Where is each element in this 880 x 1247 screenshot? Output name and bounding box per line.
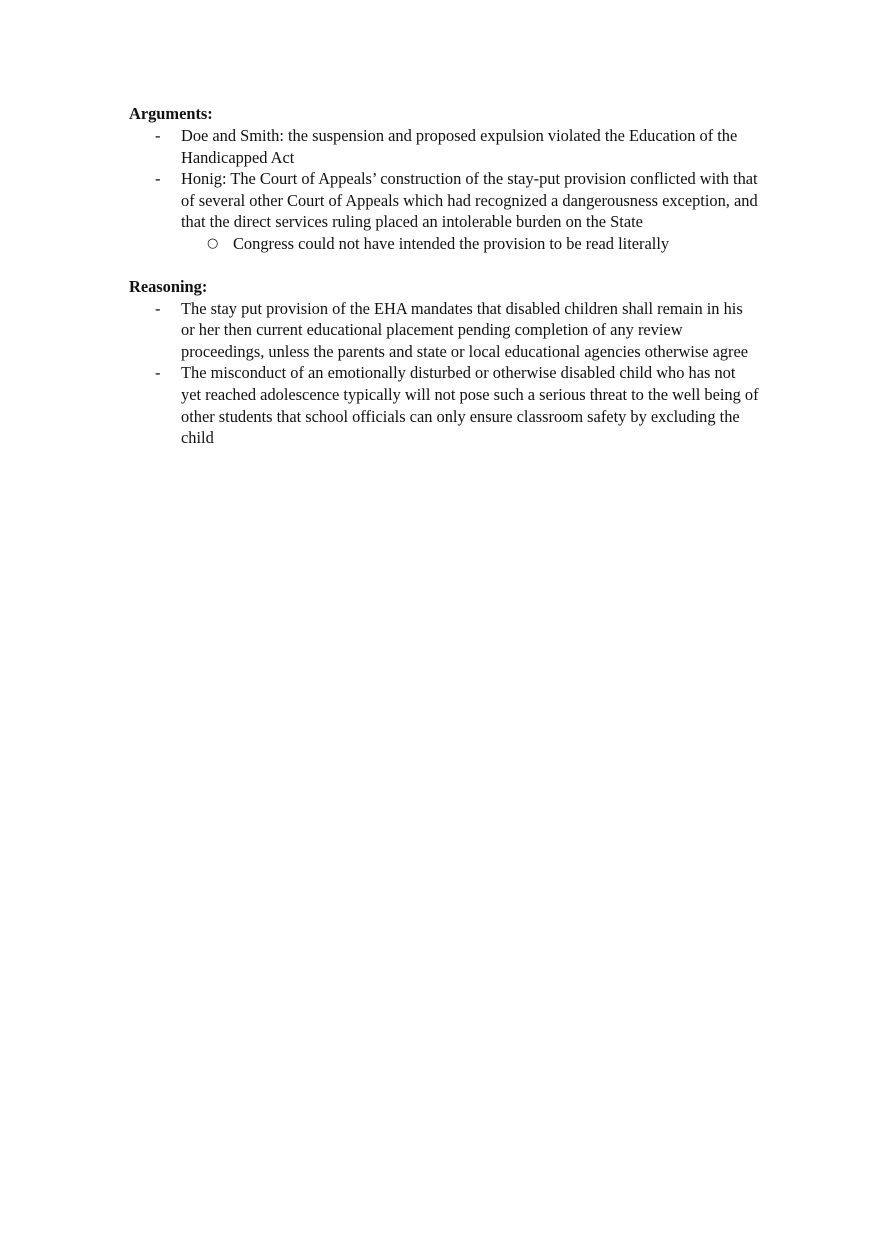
dash-bullet-icon: - — [155, 126, 161, 145]
arguments-heading: Arguments: — [129, 104, 213, 123]
circle-bullet-icon: ○ — [207, 235, 219, 251]
reasoning-list — [129, 298, 759, 449]
arguments-section — [129, 103, 759, 255]
list-item — [129, 298, 759, 363]
list-item — [129, 168, 759, 254]
dash-bullet-icon: - — [155, 363, 161, 383]
reasoning-section — [129, 276, 759, 449]
sub-argument-text: Congress could not have intended the provision to be read literally — [233, 233, 670, 253]
reasoning-heading: Reasoning: — [129, 276, 208, 296]
reasoning-text: The stay put provision of the EHA mandates that disabled children shall remain in his or her then current educational placement pending completion of any review proceedings, unless the parents and state or local educational agencies otherwise agree — [181, 298, 749, 361]
argument-text: Honig: The Court of Appeals’ construction of the stay-put provision conflicted with that of several other Court of Appeals which had recognized a dangerousness exception, and that the direct services ruling placed an intolerable burden on the State — [181, 169, 758, 232]
argument-sublist — [181, 233, 759, 255]
arguments-list — [129, 125, 759, 255]
list-item — [181, 233, 759, 255]
list-item — [129, 125, 759, 168]
document-body — [129, 103, 759, 449]
reasoning-text: The misconduct of an emotionally disturbed or otherwise disabled child who has not yet reached adolescence typically will not pose such a serious threat to the well being of other students that school officials can only ensure classroom safety by excluding the child — [181, 363, 759, 448]
dash-bullet-icon: - — [155, 298, 161, 318]
section-spacer — [129, 255, 759, 276]
list-item — [129, 362, 759, 448]
dash-bullet-icon: - — [155, 169, 161, 189]
argument-text: Doe and Smith: the suspension and proposed expulsion violated the Education of the Handicapped Act — [181, 126, 738, 167]
